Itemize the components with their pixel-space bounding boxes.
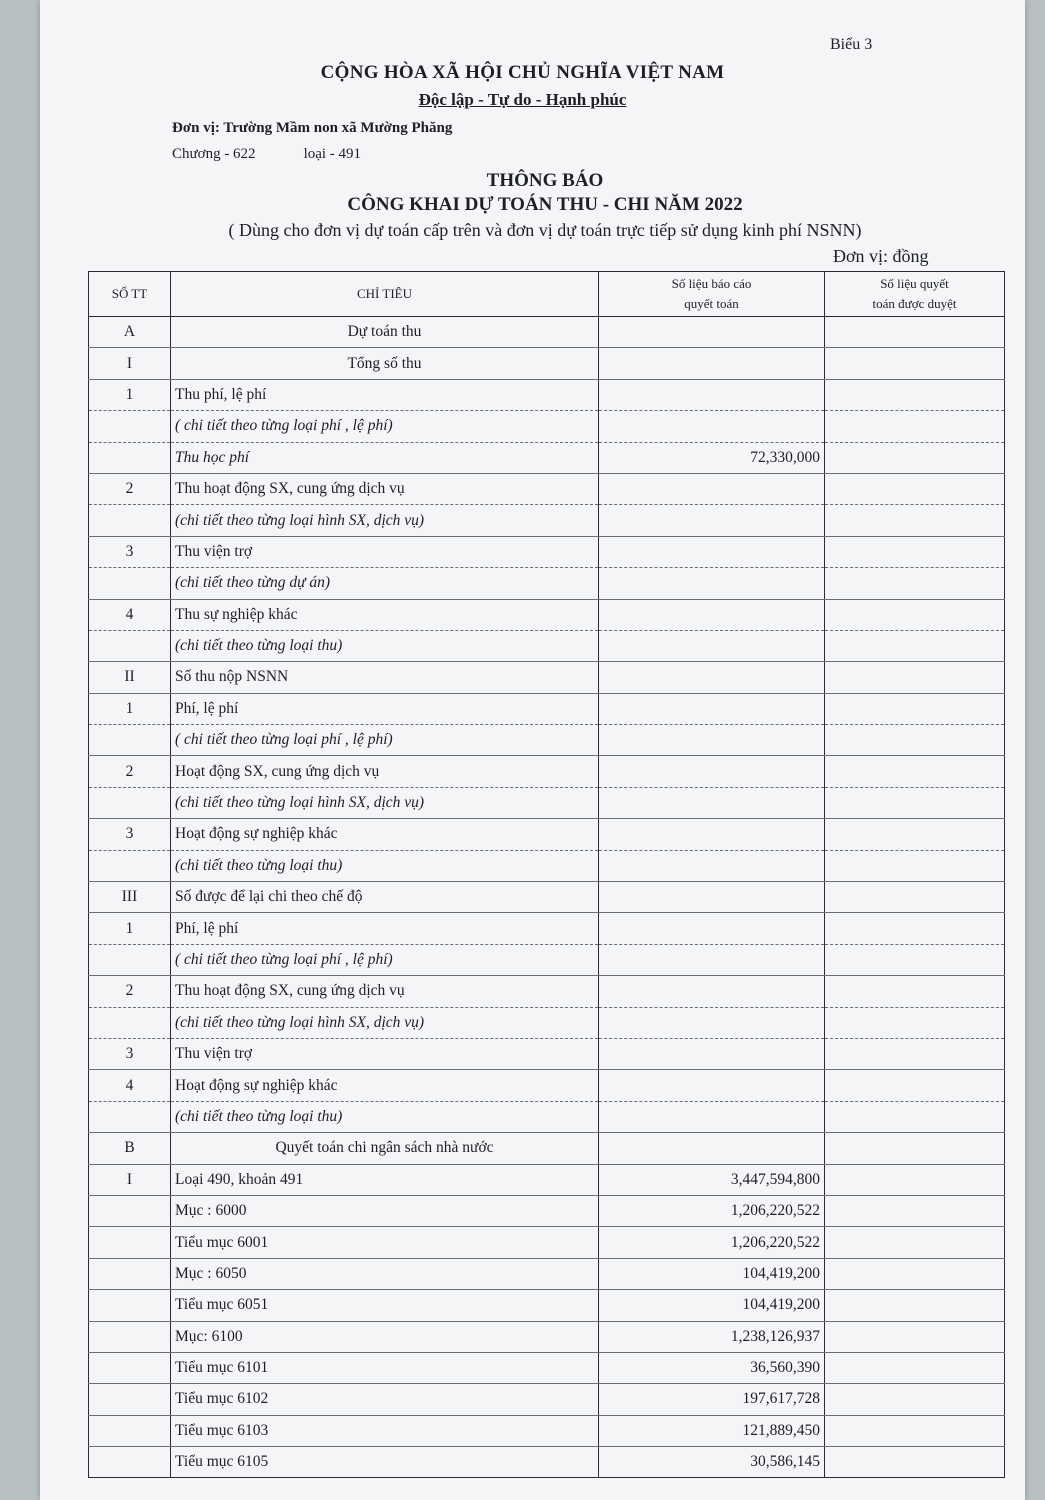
row-approved-value (825, 1133, 1005, 1164)
table-row (89, 1352, 1005, 1383)
row-approved-value (825, 756, 1005, 787)
row-reported-value (599, 882, 825, 913)
row-approved-value (825, 1415, 1005, 1446)
row-item: Tổng số thu (171, 348, 599, 379)
row-approved-value (825, 1447, 1005, 1478)
row-item: Hoạt động sự nghiệp khác (171, 1070, 599, 1101)
row-approved-value (825, 850, 1005, 881)
row-number (89, 1258, 171, 1289)
row-approved-value (825, 1164, 1005, 1195)
table-row (89, 630, 1005, 661)
row-reported-value (599, 944, 825, 975)
row-approved-value (825, 787, 1005, 818)
row-reported-value (599, 568, 825, 599)
row-reported-value (599, 505, 825, 536)
row-reported-value (599, 913, 825, 944)
row-number (89, 1101, 171, 1132)
currency-unit: Đơn vị: đồng (833, 246, 929, 266)
row-item: ( chi tiết theo từng loại phí , lệ phí) (171, 944, 599, 975)
table-header-row (89, 272, 1005, 317)
row-item: Hoạt động SX, cung ứng dịch vụ (171, 756, 599, 787)
row-number (89, 505, 171, 536)
row-reported-value (599, 819, 825, 850)
row-reported-value (599, 1133, 825, 1164)
row-number (89, 411, 171, 442)
chapter-line (172, 146, 361, 163)
row-approved-value (825, 1352, 1005, 1383)
row-number (89, 1384, 171, 1415)
row-item: Mục : 6050 (171, 1258, 599, 1289)
row-approved-value (825, 1227, 1005, 1258)
row-number (89, 1415, 171, 1446)
row-reported-value (599, 693, 825, 724)
row-item: Thu viện trợ (171, 1038, 599, 1069)
row-approved-value (825, 1038, 1005, 1069)
row-item: Tiểu mục 6001 (171, 1227, 599, 1258)
table-row (89, 913, 1005, 944)
table-row (89, 379, 1005, 410)
row-approved-value (825, 1321, 1005, 1352)
table-row (89, 944, 1005, 975)
row-number (89, 944, 171, 975)
row-reported-value: 1,206,220,522 (599, 1195, 825, 1226)
row-item: Thu hoạt động SX, cung ứng dịch vụ (171, 473, 599, 504)
header-approved-line1: Số liệu quyết (880, 276, 949, 291)
table-row (89, 568, 1005, 599)
row-item: (chi tiết theo từng loại hình SX, dịch vụ) (171, 1007, 599, 1038)
table-row (89, 756, 1005, 787)
unit-name: Đơn vị: Trường Mầm non xã Mường Phăng (172, 120, 453, 136)
row-reported-value (599, 630, 825, 661)
row-item: Phí, lệ phí (171, 693, 599, 724)
table-row (89, 882, 1005, 913)
header-approved-line2: toán được duyệt (872, 296, 957, 311)
row-number: III (89, 882, 171, 913)
row-item: Thu học phí (171, 442, 599, 473)
row-approved-value (825, 725, 1005, 756)
table-row (89, 1321, 1005, 1352)
row-approved-value (825, 1290, 1005, 1321)
nation-title: CỘNG HÒA XÃ HỘI CHỦ NGHĨA VIỆT NAM (320, 62, 725, 83)
row-reported-value: 121,889,450 (599, 1415, 825, 1446)
row-item: Tiểu mục 6105 (171, 1447, 599, 1478)
row-reported-value (599, 1070, 825, 1101)
row-approved-value (825, 473, 1005, 504)
row-item: Tiểu mục 6051 (171, 1290, 599, 1321)
table-row (89, 348, 1005, 379)
table-row (89, 1384, 1005, 1415)
row-approved-value (825, 379, 1005, 410)
document-subtitle: CÔNG KHAI DỰ TOÁN THU - CHI NĂM 2022 (347, 194, 743, 215)
row-number (89, 725, 171, 756)
row-number (89, 1352, 171, 1383)
row-item: Phí, lệ phí (171, 913, 599, 944)
row-item: Số được để lại chi theo chế độ (171, 882, 599, 913)
row-reported-value (599, 348, 825, 379)
row-reported-value (599, 725, 825, 756)
motto-text: Độc lập - Tự do - Hạnh phúc (418, 90, 627, 109)
row-number: I (89, 348, 171, 379)
row-reported-value (599, 1101, 825, 1132)
header-reported (599, 272, 825, 317)
row-approved-value (825, 317, 1005, 348)
row-number (89, 442, 171, 473)
row-reported-value: 72,330,000 (599, 442, 825, 473)
row-item: Loại 490, khoản 491 (171, 1164, 599, 1195)
row-approved-value (825, 442, 1005, 473)
table-row (89, 1447, 1005, 1478)
row-number: A (89, 317, 171, 348)
header-approved (825, 272, 1005, 317)
row-approved-value (825, 505, 1005, 536)
row-item: Mục : 6000 (171, 1195, 599, 1226)
header-reported-line2: quyết toán (684, 296, 739, 311)
type-code: loại - 491 (303, 146, 362, 162)
row-reported-value (599, 1038, 825, 1069)
table-row (89, 1101, 1005, 1132)
row-number (89, 1007, 171, 1038)
usage-note: ( Dùng cho đơn vị dự toán cấp trên và đơn vị dự toán trực tiếp sử dụng kinh phí NSNN) (228, 220, 862, 240)
row-approved-value (825, 882, 1005, 913)
row-number (89, 1321, 171, 1352)
row-approved-value (825, 693, 1005, 724)
row-approved-value (825, 1195, 1005, 1226)
table-row (89, 1290, 1005, 1321)
row-number: 4 (89, 599, 171, 630)
table-row (89, 1227, 1005, 1258)
row-number: 4 (89, 1070, 171, 1101)
form-number: Biểu 3 (830, 36, 873, 53)
row-number: 3 (89, 536, 171, 567)
row-approved-value (825, 976, 1005, 1007)
row-item: (chi tiết theo từng loại hình SX, dịch vụ) (171, 505, 599, 536)
row-number: I (89, 1164, 171, 1195)
row-reported-value: 104,419,200 (599, 1290, 825, 1321)
row-number (89, 1447, 171, 1478)
row-approved-value (825, 1384, 1005, 1415)
row-approved-value (825, 1101, 1005, 1132)
row-approved-value (825, 1258, 1005, 1289)
row-number: 1 (89, 379, 171, 410)
table-row (89, 1133, 1005, 1164)
row-number (89, 1195, 171, 1226)
row-number: 2 (89, 756, 171, 787)
row-reported-value (599, 599, 825, 630)
table-row (89, 1258, 1005, 1289)
row-item: Tiểu mục 6101 (171, 1352, 599, 1383)
table-row (89, 1070, 1005, 1101)
row-item: Hoạt động sự nghiệp khác (171, 819, 599, 850)
row-item: (chi tiết theo từng loại thu) (171, 630, 599, 661)
row-approved-value (825, 630, 1005, 661)
row-number (89, 1227, 171, 1258)
row-reported-value: 1,238,126,937 (599, 1321, 825, 1352)
row-approved-value (825, 348, 1005, 379)
table-row (89, 1164, 1005, 1195)
row-number: B (89, 1133, 171, 1164)
row-item: Thu hoạt động SX, cung ứng dịch vụ (171, 976, 599, 1007)
row-approved-value (825, 913, 1005, 944)
chapter-code: Chương - 622 (172, 146, 256, 162)
row-number (89, 787, 171, 818)
row-item: Mục: 6100 (171, 1321, 599, 1352)
row-reported-value (599, 850, 825, 881)
row-approved-value (825, 1070, 1005, 1101)
row-number (89, 568, 171, 599)
table-row (89, 850, 1005, 881)
row-number: 3 (89, 1038, 171, 1069)
row-item: Thu viện trợ (171, 536, 599, 567)
row-number: 1 (89, 913, 171, 944)
table-row (89, 411, 1005, 442)
row-reported-value (599, 787, 825, 818)
motto (0, 90, 1045, 110)
row-reported-value (599, 379, 825, 410)
budget-table (88, 271, 1005, 1478)
row-approved-value (825, 536, 1005, 567)
header-item: CHỈ TIÊU (171, 272, 599, 317)
header-reported-line1: Số liệu báo cáo (671, 276, 752, 291)
row-item: (chi tiết theo từng loại thu) (171, 1101, 599, 1132)
row-number (89, 630, 171, 661)
row-item: Thu phí, lệ phí (171, 379, 599, 410)
row-approved-value (825, 819, 1005, 850)
row-approved-value (825, 568, 1005, 599)
row-reported-value (599, 536, 825, 567)
row-reported-value (599, 756, 825, 787)
row-item: Quyết toán chi ngân sách nhà nước (171, 1133, 599, 1164)
row-item: Số thu nộp NSNN (171, 662, 599, 693)
row-number: 1 (89, 693, 171, 724)
row-number: II (89, 662, 171, 693)
row-number (89, 850, 171, 881)
table-row (89, 473, 1005, 504)
table-row (89, 819, 1005, 850)
table-row (89, 1415, 1005, 1446)
row-item: Thu sự nghiệp khác (171, 599, 599, 630)
notice-heading: THÔNG BÁO (486, 170, 604, 191)
row-reported-value (599, 411, 825, 442)
table-row (89, 317, 1005, 348)
row-item: (chi tiết theo từng loại hình SX, dịch vụ) (171, 787, 599, 818)
row-number (89, 1290, 171, 1321)
row-reported-value (599, 976, 825, 1007)
row-approved-value (825, 944, 1005, 975)
row-number: 2 (89, 473, 171, 504)
table-row (89, 662, 1005, 693)
row-approved-value (825, 1007, 1005, 1038)
row-approved-value (825, 411, 1005, 442)
table-row (89, 693, 1005, 724)
table-row (89, 976, 1005, 1007)
table-row (89, 442, 1005, 473)
row-number: 2 (89, 976, 171, 1007)
row-reported-value (599, 473, 825, 504)
row-item: Dự toán thu (171, 317, 599, 348)
table-row (89, 505, 1005, 536)
row-approved-value (825, 662, 1005, 693)
row-item: (chi tiết theo từng loại thu) (171, 850, 599, 881)
table-row (89, 1007, 1005, 1038)
row-item: ( chi tiết theo từng loại phí , lệ phí) (171, 725, 599, 756)
table-row (89, 599, 1005, 630)
table-row (89, 1038, 1005, 1069)
table-row (89, 1195, 1005, 1226)
row-reported-value: 197,617,728 (599, 1384, 825, 1415)
row-item: (chi tiết theo từng dự án) (171, 568, 599, 599)
row-reported-value: 1,206,220,522 (599, 1227, 825, 1258)
header-stt: SỐ TT (89, 272, 171, 317)
row-item: ( chi tiết theo từng loại phí , lệ phí) (171, 411, 599, 442)
row-reported-value (599, 1007, 825, 1038)
row-reported-value: 3,447,594,800 (599, 1164, 825, 1195)
row-reported-value (599, 662, 825, 693)
table-row (89, 725, 1005, 756)
row-reported-value: 104,419,200 (599, 1258, 825, 1289)
table-row (89, 536, 1005, 567)
row-reported-value: 36,560,390 (599, 1352, 825, 1383)
table-row (89, 787, 1005, 818)
row-item: Tiểu mục 6103 (171, 1415, 599, 1446)
row-approved-value (825, 599, 1005, 630)
row-reported-value: 30,586,145 (599, 1447, 825, 1478)
row-reported-value (599, 317, 825, 348)
row-item: Tiểu mục 6102 (171, 1384, 599, 1415)
row-number: 3 (89, 819, 171, 850)
